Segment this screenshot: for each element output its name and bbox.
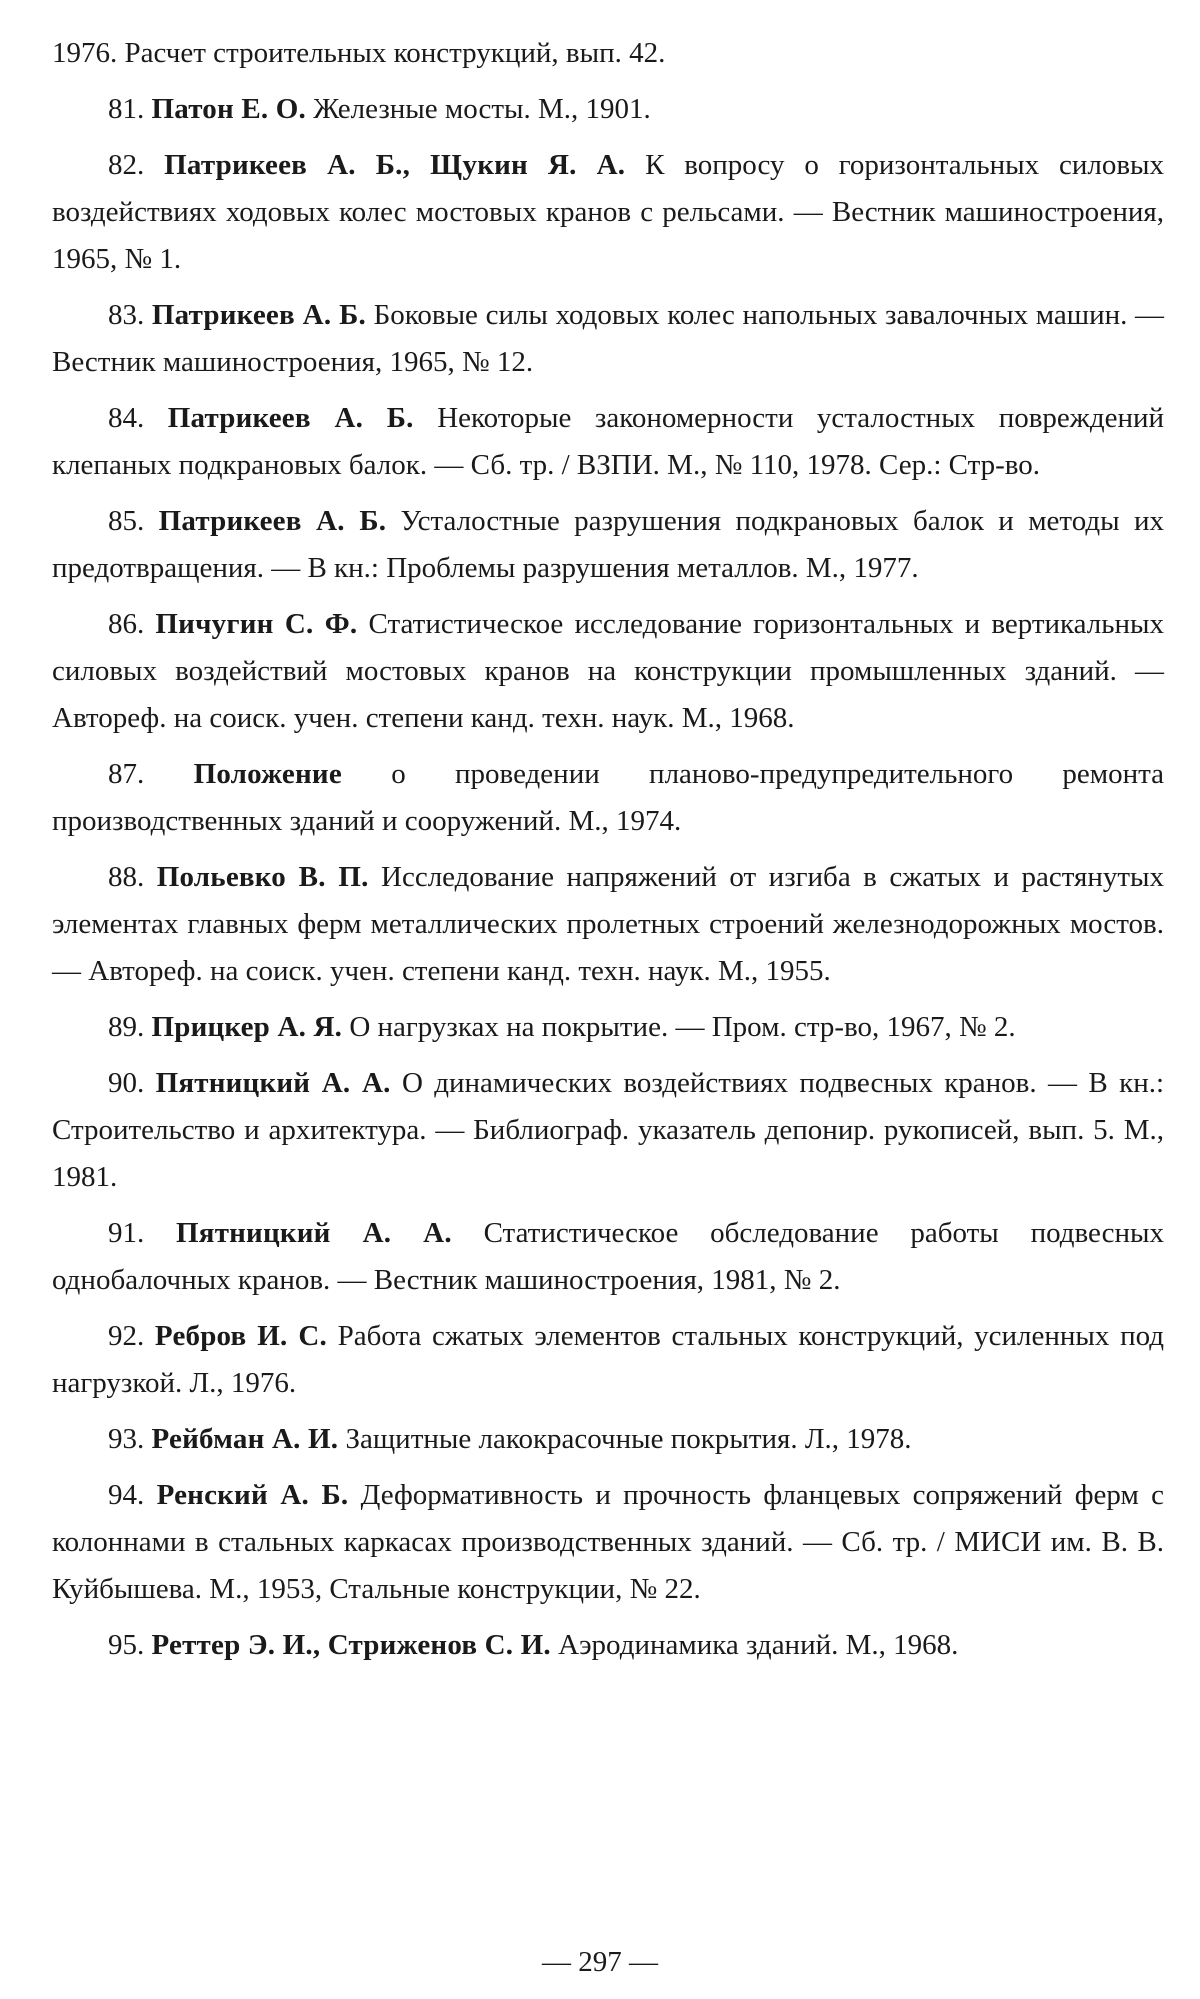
entry-author: Рейбман А. И. (151, 1423, 339, 1455)
entry-text: Защитные лакокрасочные покрытия. Л., 1978. (345, 1423, 912, 1455)
entry-text: Боковые силы ходовых колес напольных завалочных машин. — Вестник машиностроения, 1965, № 12. (52, 299, 1165, 378)
entry-text: Железные мосты. М., 1901. (313, 93, 651, 125)
bibliography-entry (52, 1210, 1164, 1304)
entry-text: Статистическое обследование работы подвесных однобалочных кранов. — Вестник машиностроения, 1981, № 2. (52, 1217, 1164, 1296)
entry-number: 89. (108, 1011, 145, 1043)
entry-author: Пятницкий А. А. (155, 1067, 391, 1099)
entry-text: о проведении планово-предупредительного ремонта производственных зданий и сооружений. М., 1974. (52, 758, 1165, 837)
entry-author: Реттер Э. И., Стриженов С. И. (151, 1629, 551, 1661)
bibliography-entry (52, 601, 1164, 742)
entry-number: 92. (108, 1320, 145, 1352)
bibliography-entry (52, 751, 1164, 845)
entry-number: 90. (108, 1067, 145, 1099)
entry-number: 87. (108, 758, 145, 790)
entry-author: Ребров И. С. (154, 1320, 327, 1352)
entry-author: Патон Е. О. (151, 93, 306, 125)
bibliography-entry (52, 142, 1164, 283)
entry-number: 91. (108, 1217, 145, 1249)
page-number: — 297 — (542, 1946, 658, 1978)
entry-author: Пичугин С. Ф. (155, 608, 358, 640)
entry-number: 93. (108, 1423, 145, 1455)
bibliography-entry (52, 1060, 1164, 1201)
entry-text: Работа сжатых элементов стальных конструкций, усиленных под нагрузкой. Л., 1976. (52, 1320, 1165, 1399)
entry-number: 86. (108, 608, 145, 640)
entry-text: О динамических воздействиях подвесных кранов. — В кн.: Строительство и архитектура. — Библиограф. указатель депонир. рукописей, вып. 5. М., 1981. (52, 1067, 1165, 1193)
entry-author: Патрикеев А. Б. (158, 505, 387, 537)
entry-author: Прицкер А. Я. (151, 1011, 343, 1043)
entry-text: Усталостные разрушения подкрановых балок и методы их предотвращения. — В кн.: Проблемы разрушения металлов. М., 1977. (52, 505, 1165, 584)
entry-text: Некоторые закономерности усталостных повреждений клепаных подкрановых балок. — Сб. тр. / ВЗПИ. М., № 110, 1978. Сер.: Стр-во. (52, 402, 1165, 481)
entry-text: К вопросу о горизонтальных силовых воздействиях ходовых колес мостовых кранов с рельсами. — Вестник машиностроения, 1965, № 1. (52, 149, 1164, 275)
entry-number: 83. (108, 299, 145, 331)
bibliography-entry (52, 1416, 1164, 1463)
entry-author: Патрикеев А. Б., Щукин Я. А. (164, 149, 626, 181)
entry-author: Положение (193, 758, 342, 790)
entry-text: Деформативность и прочность фланцевых сопряжений ферм с колоннами в стальных каркасах производственных зданий. — Сб. тр. / МИСИ им. В. В. Куйбышева. М., 1953, Стальные конструкции, № 22. (52, 1479, 1165, 1605)
entry-text: Аэродинамика зданий. М., 1968. (558, 1629, 959, 1661)
entry-number: 88. (108, 861, 145, 893)
bibliography-entry (52, 854, 1164, 995)
bibliography-entry (52, 86, 1164, 133)
entry-number: 82. (108, 149, 145, 181)
entry-number: 85. (108, 505, 145, 537)
continuation-line: 1976. Расчет строительных конструкций, вып. 42. (52, 37, 666, 69)
entry-text: Статистическое исследование горизонтальных и вертикальных силовых воздействий мостовых кранов на конструкции промышленных зданий. — Автореф. на соиск. учен. степени канд. техн. наук. М., 1968. (52, 608, 1165, 734)
entry-author: Патрикеев А. Б. (151, 299, 366, 331)
entry-text: Исследование напряжений от изгиба в сжатых и растянутых элементах главных ферм металлических пролетных строений железнодорожных мостов. — Автореф. на соиск. учен. степени канд. техн. наук. М., 1955. (52, 861, 1165, 987)
entry-author: Пятницкий А. А. (176, 1217, 452, 1249)
bibliography-entry (52, 395, 1164, 489)
entry-text: О нагрузках на покрытие. — Пром. стр-во, 1967, № 2. (349, 1011, 1016, 1043)
bibliography-entry (52, 1004, 1164, 1051)
bibliography-entry (52, 498, 1164, 592)
bibliography-page (52, 30, 1164, 1678)
bibliography-entry (52, 1313, 1164, 1407)
bibliography-entry (52, 1472, 1164, 1613)
bibliography-entry (52, 1622, 1164, 1669)
entry-number: 84. (108, 402, 145, 434)
entry-number: 95. (108, 1629, 145, 1661)
entry-number: 94. (108, 1479, 145, 1511)
entry-author: Ренский А. Б. (156, 1479, 349, 1511)
bibliography-list (52, 86, 1164, 1669)
bibliography-entry (52, 292, 1164, 386)
entry-number: 81. (108, 93, 145, 125)
entry-author: Патрикеев А. Б. (167, 402, 414, 434)
entry-author: Польевко В. П. (156, 861, 369, 893)
